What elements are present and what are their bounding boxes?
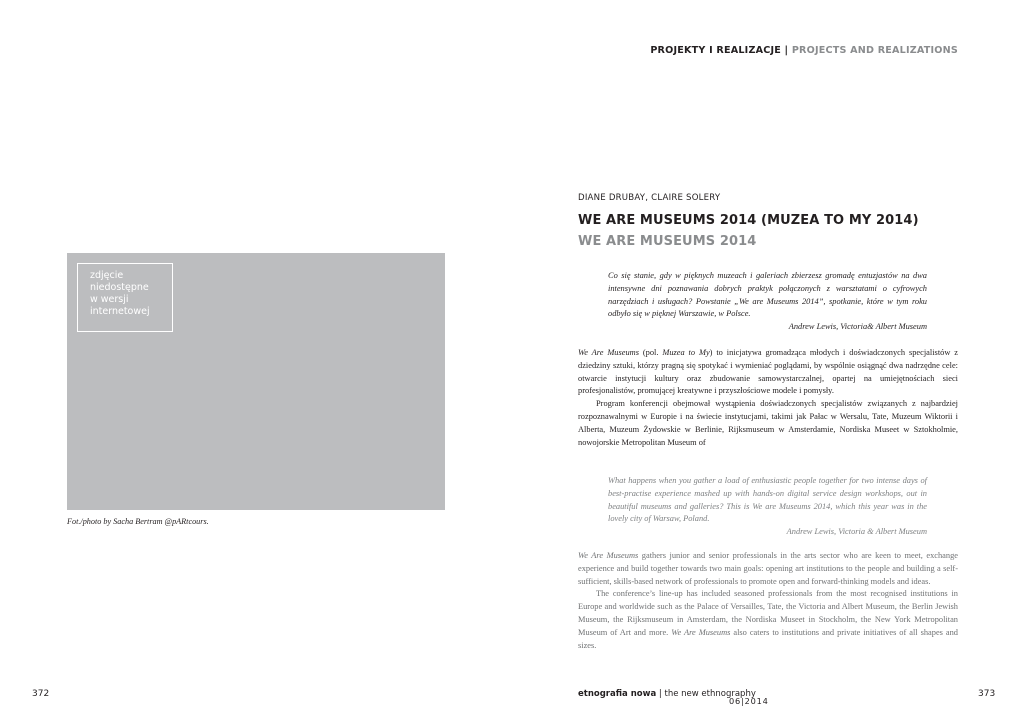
photo-unavailable-notice: [77, 263, 173, 332]
italic-title: We Are Museums: [671, 627, 731, 637]
epigraph-en-text: What happens when you gather a load of enthusiastic people together for two intense days of best-practise experience mashed up with hands-on digital service design workshops, out in beautiful museums and galleries? This is We are Museums 2014, which this year was in the lovely city of Warsaw, Poland.: [608, 476, 927, 524]
text-run: also caters to institutions and private initiatives of all shapes and sizes.: [578, 627, 958, 650]
section-title-pl: PROJEKTY I REALIZACJE: [650, 45, 781, 56]
issue-number: 06|2014: [729, 696, 769, 706]
photo-notice-line: zdjęcie: [90, 270, 124, 281]
epigraph-en: [608, 475, 927, 539]
text-run: (pol.: [638, 348, 663, 357]
article-title-pl: WE ARE MUSEUMS 2014 (MUZEA TO MY 2014): [578, 213, 919, 228]
photo-notice-line: w wersji: [90, 294, 129, 305]
section-title-en: PROJECTS AND REALIZATIONS: [791, 45, 958, 56]
page-number-left: 372: [32, 689, 50, 699]
article-title-en: WE ARE MUSEUMS 2014: [578, 234, 757, 249]
epigraph-pl: [608, 270, 927, 334]
italic-title: Muzea to My: [662, 348, 710, 357]
italic-title: We Are Museums: [578, 551, 639, 560]
body-pl-paragraph: [578, 347, 958, 398]
photo-notice-line: internetowej: [90, 306, 150, 317]
epigraph-en-attribution: Andrew Lewis, Victoria & Albert Museum: [786, 527, 927, 537]
epigraph-pl-attribution: Andrew Lewis, Victoria& Albert Museum: [788, 322, 927, 332]
section-header: [600, 45, 958, 56]
italic-title: We Are Museums: [578, 348, 639, 357]
text-run: ) to inicjatywa gromadząca młodych i doświadczonych specjalistów z dziedziny sztuki, którzy pragną się spotykać i wymieniać poglądami, by wspólnie osiągnąć dwa nadrzędne cele: otwarcie instytucji kultury oraz zbudowanie samowystarczalnej, opartej na umiejętnościach sieci profesjonalistów, promującej kreatywne i przyszłościowe modele i pomysły.: [578, 348, 958, 396]
body-pl-paragraph: Program konferencji obejmował wystąpienia doświadczonych specjalistów związanych z najbardziej rozpoznawalnymi w Europie i na świecie instytucjami, takimi jak Pałac w Wersalu, Tate, Muzeum Wiktorii i Alberta, Muzeum Żydowskie w Berlinie, Rijksmuseum w Amsterdamie, Nordiska Museet w Sztokholmie, nowojorskie Metropolitan Museum of: [578, 399, 958, 447]
text-run: gathers junior and senior professionals in the arts sector who are keen to meet, exchange experience and build together towards two main goals: opening art institutions to the people and building a self-sufficient, skills-based network of professionals to promote open and forward-thinking models and ideas.: [578, 551, 958, 586]
photo-caption: Fot./photo by Sacha Bertram @pARtcours.: [67, 517, 209, 526]
photo-notice-line: niedostępne: [90, 282, 149, 293]
text-run: The conference’s line-up has included seasoned professionals from the most recognised institutions in Europe and worldwide such as the Palace of Versailles, Tate, the Victoria and Albert Museum, the Berlin Jewish Museum, the Rijksmuseum in Amsterdam, the Nordiska Museet in Stockholm, the New York Metropolitan Museum of Art and more.: [578, 589, 958, 637]
journal-separator: |: [658, 689, 662, 699]
journal-name-pl: etnografia nowa: [578, 689, 657, 699]
article-authors: DIANE DRUBAY, CLAIRE SOLERY: [578, 193, 721, 203]
body-en-paragraph: [578, 550, 958, 588]
body-text-pl: [578, 347, 958, 450]
journal-name-en: the new ethnography: [664, 689, 756, 699]
section-separator: |: [784, 45, 789, 56]
page-number-right: 373: [978, 689, 996, 699]
body-text-en: [578, 550, 958, 652]
epigraph-pl-text: Co się stanie, gdy w pięknych muzeach i galeriach zbierzesz gromadę entuzjastów na dwa intensywne dni poznawania dobrych praktyk połączonych z warsztatami o cyfrowych narzędziach i usługach? Powstanie „We are Museums 2014”, spotkanie, które w tym roku odbyło się w pięknej Warszawie, w Polsce.: [608, 271, 927, 319]
body-en-paragraph: [578, 588, 958, 652]
